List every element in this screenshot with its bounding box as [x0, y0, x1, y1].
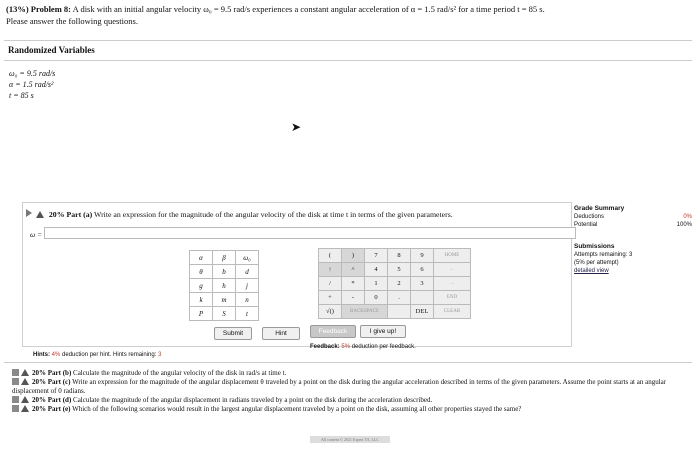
key[interactable]: -: [342, 291, 365, 305]
hints-info: [33, 352, 161, 358]
problem-instruction: Please answer the following questions.: [6, 16, 138, 26]
symbol-button[interactable]: t: [236, 307, 259, 321]
feedback-label: Feedback:: [310, 344, 340, 350]
remaining-parts: [12, 369, 692, 414]
divider: [4, 362, 692, 363]
home-key[interactable]: HOME: [434, 249, 471, 263]
hints-text: deduction per hint. Hints remaining:: [62, 352, 157, 358]
feedback-button[interactable]: Feedback: [310, 325, 356, 338]
randomized-variables: [9, 68, 55, 101]
warning-icon: [21, 378, 29, 385]
warning-icon: [36, 211, 44, 218]
part-a-text: Write an expression for the magnitude of the angular velocity of the disk at time t in terms of the given parameters.: [94, 210, 453, 219]
key[interactable]: [411, 291, 434, 305]
key[interactable]: .: [388, 291, 411, 305]
detailed-view-link[interactable]: detailed view: [574, 268, 609, 274]
symbol-button[interactable]: k: [190, 293, 213, 307]
key[interactable]: *: [342, 277, 365, 291]
symbol-button[interactable]: α: [190, 251, 213, 265]
grade-summary: [574, 205, 692, 275]
potential-label: Potential: [574, 222, 598, 228]
key[interactable]: √(): [319, 305, 342, 319]
left-arrow-key[interactable]: ←: [434, 263, 471, 277]
key[interactable]: 5: [388, 263, 411, 277]
key[interactable]: 6: [411, 263, 434, 277]
feedback-info: [310, 344, 416, 350]
hints-label: Hints:: [33, 352, 50, 358]
expand-icon[interactable]: [26, 209, 32, 217]
symbol-button[interactable]: d: [236, 265, 259, 279]
symbol-button[interactable]: P: [190, 307, 213, 321]
warning-icon: [21, 405, 29, 412]
part-d-row[interactable]: [12, 396, 692, 405]
part-c-label: 20% Part (c): [32, 378, 71, 386]
deductions-value: 0%: [683, 214, 692, 220]
mouse-cursor-icon: ➤: [291, 120, 302, 134]
problem-header: (13%) Problem 8:: [6, 4, 71, 14]
symbol-button[interactable]: j: [236, 279, 259, 293]
part-b-label: 20% Part (b): [32, 369, 72, 377]
end-key[interactable]: END: [434, 291, 471, 305]
backspace-key[interactable]: BACKSPACE: [342, 305, 388, 319]
problem-text: A disk with an initial angular velocity ω₀ = 9.5 rad/s experiences a constant angular acceleration of α = 1.5 rad/s² for a time period t = 85 s.: [72, 4, 545, 14]
key[interactable]: [388, 305, 411, 319]
key[interactable]: ^: [342, 263, 365, 277]
locked-icon: [12, 405, 19, 412]
key[interactable]: 1: [365, 277, 388, 291]
symbol-button[interactable]: n: [236, 293, 259, 307]
symbol-button[interactable]: θ: [190, 265, 213, 279]
symbol-button[interactable]: h: [213, 279, 236, 293]
answer-input[interactable]: [44, 227, 576, 239]
locked-icon: [12, 369, 19, 376]
symbol-button[interactable]: g: [190, 279, 213, 293]
key[interactable]: 4: [365, 263, 388, 277]
key[interactable]: 7: [365, 249, 388, 263]
submit-button[interactable]: Submit: [214, 327, 252, 340]
problem-statement: [6, 3, 686, 27]
hints-remaining: 3: [158, 352, 162, 358]
key[interactable]: 2: [388, 277, 411, 291]
hint-button[interactable]: Hint: [262, 327, 300, 340]
part-b-row[interactable]: [12, 369, 692, 378]
key[interactable]: /: [319, 277, 342, 291]
var-alpha: α = 1.5 rad/s²: [9, 80, 54, 89]
hints-pct: 4%: [51, 352, 61, 358]
attempts-remaining: Attempts remaining: 3: [574, 252, 633, 258]
key[interactable]: (: [319, 249, 342, 263]
divider: [4, 60, 692, 61]
feedback-text: deduction per feedback.: [351, 344, 416, 350]
key[interactable]: ): [342, 249, 365, 263]
key[interactable]: ↑: [319, 263, 342, 277]
part-e-text: Which of the following scenarios would result in the largest angular displacement traveled by a point on the disk, assuming all other properties stayed the same?: [72, 405, 522, 413]
part-c-row[interactable]: [12, 378, 692, 396]
right-arrow-key[interactable]: →: [434, 277, 471, 291]
part-a-percent: 20% Part (a): [48, 210, 93, 219]
warning-icon: [21, 369, 29, 376]
part-d-text: Calculate the magnitude of the angular displacement in radians traveled by a point on the disk during the acceleration described.: [73, 396, 433, 404]
symbol-button[interactable]: b: [213, 265, 236, 279]
key[interactable]: +: [319, 291, 342, 305]
divider: [4, 40, 692, 41]
var-omega0: ω₀ = 9.5 rad/s: [9, 69, 56, 78]
keypad: [318, 248, 471, 319]
part-e-label: 20% Part (e): [32, 405, 71, 413]
part-b-text: Calculate the magnitude of the angular velocity of the disk in rad/s at time t.: [73, 369, 287, 377]
part-c-text: Write an expression for the magnitude of the angular displacement θ traveled by a point on the disk during the angular acceleration described in terms of the given parameters. Assume the point starts at an angular displacement of 0 radians.: [12, 378, 667, 395]
clear-key[interactable]: CLEAR: [434, 305, 471, 319]
symbol-button[interactable]: S: [213, 307, 236, 321]
footer-copyright: All content © 2021 Expert TA, LLC: [310, 436, 390, 443]
key[interactable]: 0: [365, 291, 388, 305]
feedback-pct: 5%: [341, 344, 351, 350]
part-d-label: 20% Part (d): [32, 396, 72, 404]
submissions-title: Submissions: [574, 243, 615, 250]
part-a-title: [26, 209, 453, 219]
randomized-title: Randomized Variables: [8, 45, 95, 55]
key[interactable]: 8: [388, 249, 411, 263]
symbol-button[interactable]: m: [213, 293, 236, 307]
answer-label: ω =: [30, 230, 43, 239]
per-attempt: (5% per attempt): [574, 260, 619, 266]
locked-icon: [12, 378, 19, 385]
part-e-row[interactable]: [12, 405, 692, 414]
symbol-palette: [189, 250, 259, 321]
locked-icon: [12, 396, 19, 403]
symbol-button[interactable]: ω₀: [236, 251, 259, 265]
var-time: t = 85 s: [9, 91, 34, 100]
symbol-button[interactable]: β: [213, 251, 236, 265]
key[interactable]: 3: [411, 277, 434, 291]
potential-value: 100%: [676, 222, 692, 228]
part-a-panel: [22, 202, 572, 347]
deductions-label: Deductions: [574, 214, 605, 220]
grade-summary-title: Grade Summary: [574, 205, 625, 212]
give-up-button[interactable]: I give up!: [360, 325, 406, 338]
del-key[interactable]: DEL: [411, 305, 434, 319]
key[interactable]: 9: [411, 249, 434, 263]
warning-icon: [21, 396, 29, 403]
